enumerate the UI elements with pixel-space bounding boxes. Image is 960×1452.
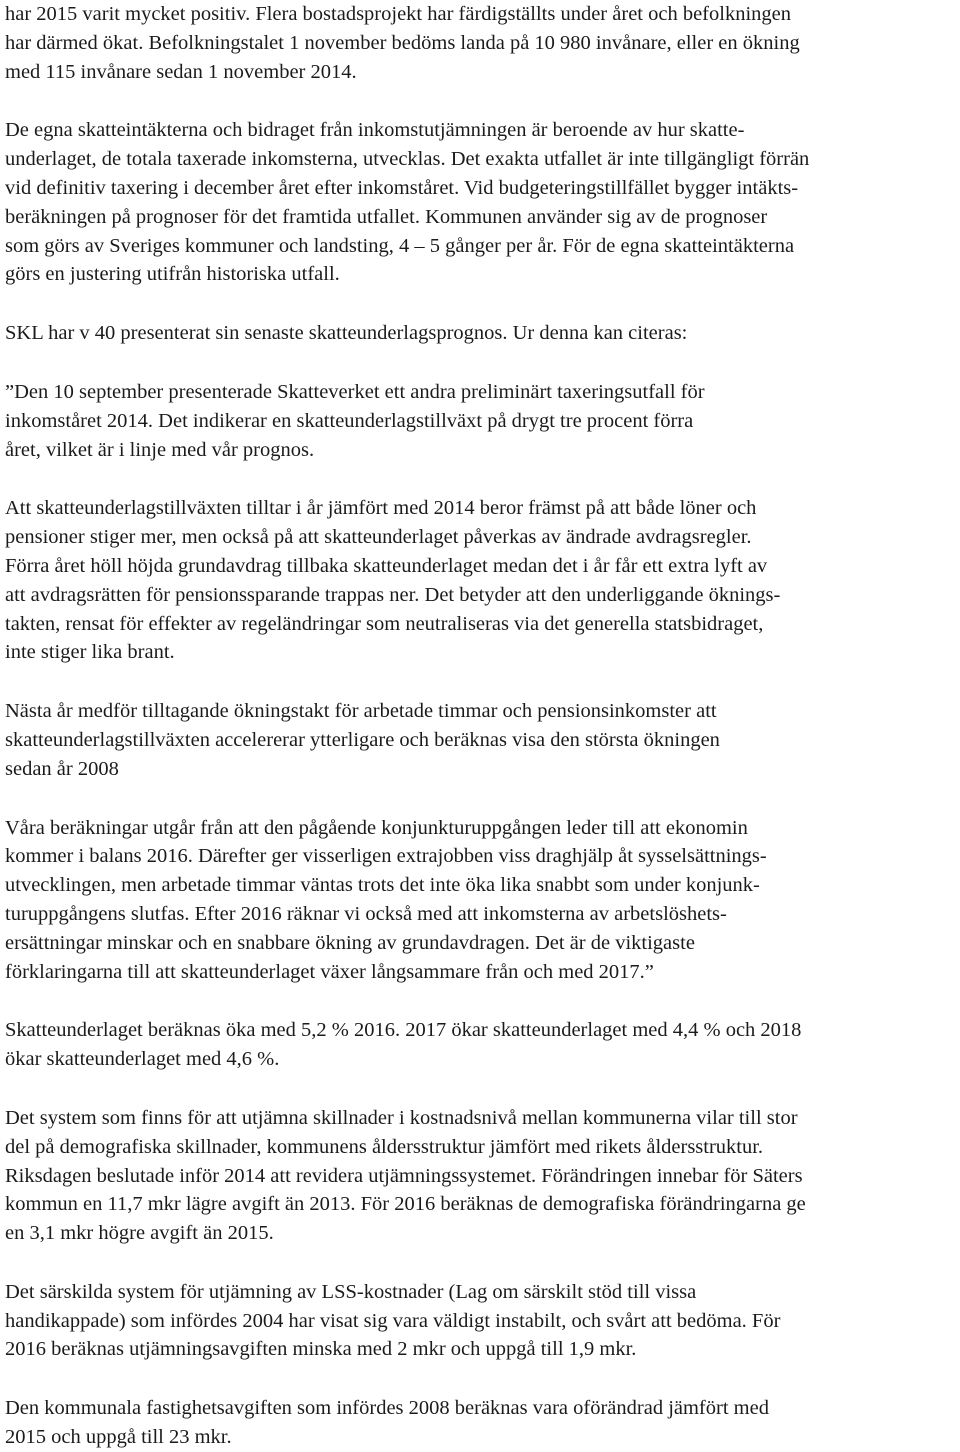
text-line: inkomståret 2014. Det indikerar en skatteunderlagstillväxt på drygt tre procent förra — [5, 409, 694, 432]
text-line: Riksdagen beslutade inför 2014 att revidera utjämningssystemet. Förändringen innebar för Säters — [5, 1164, 803, 1187]
text-line: pensioner stiger mer, men också på att skatteunderlaget påverkas av ändrade avdragsregler. — [5, 526, 752, 549]
text-line: förklaringarna till att skatteunderlaget växer långsammare från och med 2017.” — [5, 960, 654, 983]
text-line: inte stiger lika brant. — [5, 641, 175, 664]
text-line: sedan år 2008 — [5, 757, 119, 780]
paragraph-property-fee — [5, 1394, 960, 1452]
text-line: året, vilket är i linje med vår prognos. — [5, 438, 315, 461]
text-line: görs en justering utifrån historiska utfall. — [5, 263, 340, 286]
text-line: 2016 beräknas utjämningsavgiften minska med 2 mkr och uppgå till 1,9 mkr. — [5, 1338, 637, 1361]
paragraph-quote-start — [5, 378, 960, 464]
text-line: har därmed ökat. Befolkningstalet 1 november bedöms landa på 10 980 invånare, eller en ökning — [5, 31, 800, 54]
text-line: Det särskilda system för utjämning av LSS-kostnader (Lag om särskilt stöd till vissa — [5, 1280, 697, 1303]
text-line: Nästa år medför tilltagande ökningstakt för arbetade timmar och pensionsinkomster att — [5, 700, 717, 723]
text-line: vid definitiv taxering i december året efter inkomståret. Vid budgeteringstillfället bygger intäkts- — [5, 176, 799, 199]
text-line: Den kommunala fastighetsavgiften som infördes 2008 beräknas vara oförändrad jämfört med — [5, 1397, 769, 1420]
text-line: en 3,1 mkr högre avgift än 2015. — [5, 1222, 274, 1245]
text-line: ökar skatteunderlaget med 4,6 %. — [5, 1048, 280, 1071]
text-line: Våra beräkningar utgår från att den pågående konjunkturuppgången leder till att ekonomin — [5, 816, 748, 839]
paragraph-forecast — [5, 814, 960, 987]
text-line: ersättningar minskar och en snabbare ökning av grundavdragen. Det är de viktigaste — [5, 931, 695, 954]
text-line: Det system som finns för att utjämna skillnader i kostnadsnivå mellan kommunerna vilar till stor — [5, 1106, 798, 1129]
text-line: Förra året höll höjda grundavdrag tillbaka skatteunderlaget medan det i år får ett extra lyft av — [5, 554, 768, 577]
document-page — [5, 0, 960, 1452]
text-line: som görs av Sveriges kommuner och landsting, 4 – 5 gånger per år. För de egna skatteintäkterna — [5, 234, 795, 257]
text-line: handikappade) som infördes 2004 har visat sig vara väldigt instabilt, och svårt att bedöma. För — [5, 1309, 781, 1332]
paragraph-equalization — [5, 1104, 960, 1248]
paragraph-lss — [5, 1278, 960, 1364]
text-line: SKL har v 40 presenterat sin senaste skatteunderlagsprognos. Ur denna kan citeras: — [5, 322, 688, 345]
paragraph-tax-revenue — [5, 116, 960, 289]
paragraph-tax-base-rates — [5, 1016, 960, 1074]
text-line: beräkningen på prognoser för det framtida utfallet. Kommunen använder sig av de prognoser — [5, 205, 768, 228]
text-line: att avdragsrätten för pensionssparande trappas ner. Det betyder att den underliggande öknings- — [5, 583, 781, 606]
paragraph-skl-intro — [5, 319, 960, 348]
text-line: underlaget, de totala taxerade inkomsterna, utvecklas. Det exakta utfallet är inte tillgängligt förrän — [5, 148, 810, 171]
text-line: Skatteunderlaget beräknas öka med 5,2 % 2016. 2017 ökar skatteunderlaget med 4,4 % och 2018 — [5, 1019, 802, 1042]
text-line: del på demografiska skillnader, kommunens åldersstruktur jämfört med rikets åldersstruktur. — [5, 1135, 764, 1158]
text-line: med 115 invånare sedan 1 november 2014. — [5, 60, 357, 83]
text-line: har 2015 varit mycket positiv. Flera bostadsprojekt har färdigställts under året och befolkningen — [5, 3, 791, 25]
text-line: ”Den 10 september presenterade Skatteverket ett andra preliminärt taxeringsutfall för — [5, 380, 705, 403]
text-line: De egna skatteintäkterna och bidraget från inkomstutjämningen är beroende av hur skatte- — [5, 119, 745, 142]
text-line: takten, rensat för effekter av regeländringar som neutraliseras via det generella statsbidraget, — [5, 612, 764, 635]
text-line: kommun en 11,7 mkr lägre avgift än 2013. För 2016 beräknas de demografiska förändringarna ge — [5, 1193, 806, 1216]
text-line: utvecklingen, men arbetade timmar väntas trots det inte öka lika snabbt som under konjunk- — [5, 874, 760, 897]
paragraph-tax-base-growth — [5, 494, 960, 667]
text-line: skatteunderlagstillväxten accelererar ytterligare och beräknas visa den största ökningen — [5, 728, 720, 751]
text-line: 2015 och uppgå till 23 mkr. — [5, 1426, 232, 1449]
text-line: kommer i balans 2016. Därefter ger visserligen extrajobben viss draghjälp åt sysselsättnings- — [5, 845, 767, 868]
text-line: turuppgångens slutfas. Efter 2016 räknar vi också med att inkomsterna av arbetslöshets- — [5, 902, 727, 925]
paragraph-population — [5, 0, 960, 86]
paragraph-next-year — [5, 697, 960, 783]
text-line: Att skatteunderlagstillväxten tilltar i år jämfört med 2014 beror främst på att både löner och — [5, 497, 757, 520]
